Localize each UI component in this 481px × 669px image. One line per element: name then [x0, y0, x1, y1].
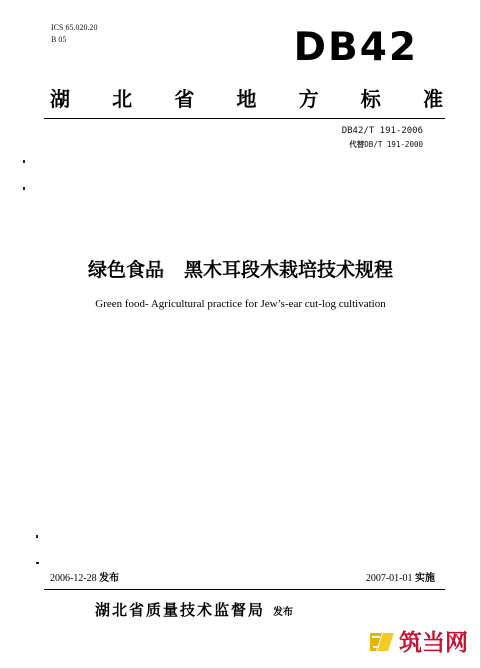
title-cn-part1: 绿色食品: [87, 259, 164, 281]
issuer-label: 发布: [273, 607, 294, 618]
margin-mark: [36, 535, 38, 538]
title-cn-part2: 黑木耳段木栽培技术规程: [184, 259, 394, 281]
implementation-date-line: [366, 572, 435, 585]
standard-type-char: 省: [174, 87, 195, 111]
watermark-logo: [367, 628, 468, 658]
margin-mark: [23, 160, 25, 163]
replaces-number: DB/T 191-2000: [364, 140, 423, 149]
margin-mark: [36, 562, 39, 564]
standard-number: DB42/T 191-2006: [341, 126, 423, 136]
standard-type-char: 地: [236, 87, 257, 111]
standard-type-char: 标: [360, 87, 381, 111]
ics-code: ICS 65.020.20: [51, 23, 98, 32]
classification-code: B 05: [51, 35, 67, 44]
issue-label: 发布: [99, 573, 120, 584]
replaces-line: [349, 140, 423, 150]
standard-type-char: 方: [298, 87, 319, 111]
standard-mark: DB42: [293, 25, 418, 70]
implementation-date: 2007-01-01: [365, 573, 413, 584]
replaces-label: 代替: [349, 140, 365, 149]
top-divider: [44, 118, 445, 119]
standard-type-char: 湖: [50, 87, 70, 111]
margin-mark: [23, 187, 25, 190]
issue-date-line: [50, 572, 119, 585]
watermark-text: 筑当网: [399, 630, 468, 656]
document-title-en: Green food- Agricultural practice for Jew’s-ear cut-log cultivation: [95, 298, 386, 310]
document-title-cn: [0, 258, 481, 282]
issuing-authority: [95, 600, 293, 623]
standard-type-char: 北: [112, 87, 133, 111]
standard-type-char: 准: [422, 87, 443, 111]
implementation-label: 实施: [415, 573, 435, 584]
bottom-divider: [44, 589, 445, 590]
issuer-name: 湖北省质量技术监督局: [95, 601, 266, 619]
standard-type-title: [50, 86, 443, 112]
zd-logo-icon: [367, 629, 397, 657]
issue-date: 2006-12-28: [50, 573, 97, 584]
